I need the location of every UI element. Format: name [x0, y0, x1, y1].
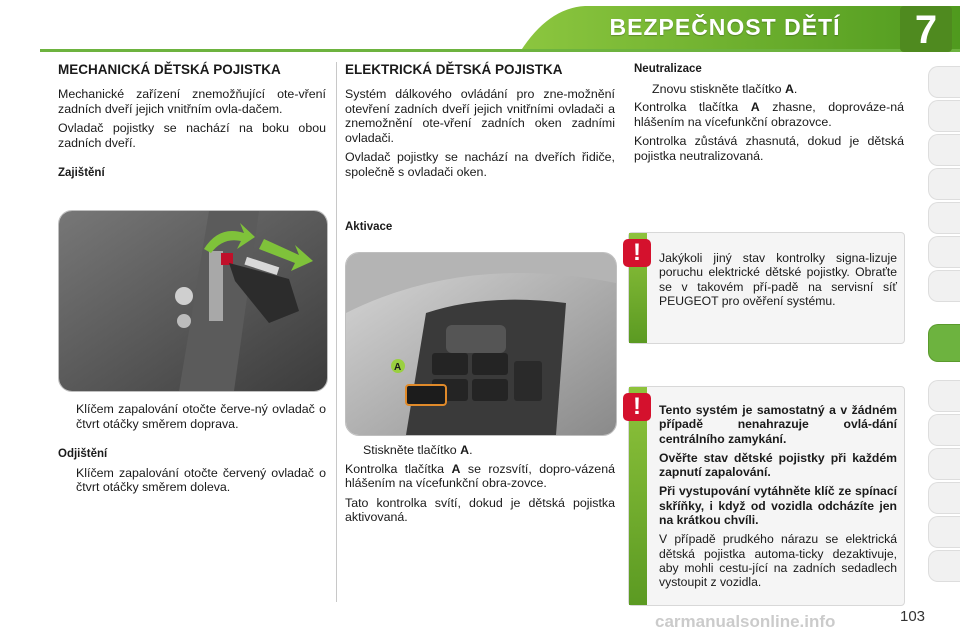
- chapter-tab[interactable]: [928, 550, 960, 582]
- chapter-tab[interactable]: [928, 482, 960, 514]
- warning-icon: !: [623, 239, 651, 267]
- warning-box: [628, 232, 905, 344]
- paragraph: Ovladač pojistky se nachází na boku obou zadních dveří.: [58, 121, 326, 150]
- list-item: Klíčem zapalování otočte červe-ný ovladač o čtvrt otáčky směrem doprava.: [76, 402, 326, 431]
- door-lock-photo: [58, 210, 328, 392]
- chapter-tab[interactable]: [928, 516, 960, 548]
- chapter-tab[interactable]: [928, 236, 960, 268]
- warning-text: Tento systém je samostatný a v žádném případě nenahrazuje ovlá-dání centrálního zamykání. Ověřte stav dětské pojistky při každém zapnutí zapalování. Při vystupování vytáhněte klíč ze spínací skříňky, i když od vozidla odcházíte jen na krátkou chvíli. V případě prudkého nárazu se elektrická dětská pojistka automa-ticky dezaktivuje, aby mohli cestu-jící na zadních sedadlech vystoupit z vozidla.: [659, 403, 897, 590]
- chapter-tab[interactable]: [928, 380, 960, 412]
- column-divider: [336, 62, 337, 602]
- subheading-unlock: Odjištění: [58, 448, 108, 461]
- chapter-tab[interactable]: [928, 66, 960, 98]
- warning-text: Jakýkoli jiný stav kontrolky signa-lizuje poruchu elektrické dětské pojistky. Obraťte se v takovém pří-padě na servisní síť PEUGEOT pro ověření systému.: [659, 251, 897, 308]
- mechanical-lock-section: [58, 62, 326, 181]
- paragraph: Kontrolka tlačítka A zhasne, doprováze-ná hlášením na vícefunkční obrazovce.: [634, 100, 904, 129]
- paragraph: Kontrolka zůstává zhasnutá, dokud je dětská pojistka neutralizovaná.: [634, 134, 904, 163]
- subheading-activation: Aktivace: [345, 220, 393, 233]
- paragraph: Systém dálkového ovládání pro zne-možnění otevření zadních dveří jejich vnitřními ovladači a znemožnění ote-vření zadních oken zadními ovladači.: [345, 87, 615, 145]
- list-item: Znovu stiskněte tlačítko A.: [652, 81, 798, 96]
- subheading-lock: Zajištění: [58, 167, 105, 180]
- neutralization-section: [634, 62, 904, 169]
- subheading-neutralization: Neutralizace: [634, 63, 702, 75]
- page-number: 103: [900, 608, 926, 625]
- lock-steps: [58, 402, 326, 499]
- paragraph: Tato kontrolka svítí, dokud je dětská pojistka aktivovaná.: [345, 495, 615, 525]
- chapter-tab[interactable]: [928, 134, 960, 166]
- chapter-tab[interactable]: [928, 168, 960, 200]
- chapter-number: 7: [914, 8, 938, 52]
- chapter-tab-active[interactable]: [928, 324, 960, 362]
- watermark: carmanualsonline.info: [655, 612, 836, 631]
- chapter-tab[interactable]: [928, 414, 960, 446]
- door-lock-illustration: [59, 211, 327, 391]
- chapter-tab[interactable]: [928, 270, 960, 302]
- window-switch-illustration: [346, 253, 616, 435]
- chapter-tab[interactable]: [928, 100, 960, 132]
- paragraph: Mechanické zařízení znemožňující ote-vření zadních dveří jejich vnitřním ovla-dačem.: [58, 87, 326, 116]
- paragraph: Ovladač pojistky se nachází na dveřích řidiče, společně s ovladači oken.: [345, 150, 615, 179]
- warning-icon: !: [623, 393, 651, 421]
- list-item: Stiskněte tlačítko A.: [363, 443, 473, 457]
- section-title: ELEKTRICKÁ DĚTSKÁ POJISTKA: [345, 62, 563, 77]
- callout-label-a: A: [394, 362, 402, 373]
- activation-steps: [345, 443, 615, 530]
- chapter-tab[interactable]: [928, 448, 960, 480]
- window-switch-photo: [345, 252, 617, 436]
- list-item: Klíčem zapalování otočte červený ovladač o čtvrt otáčky směrem doleva.: [76, 465, 326, 495]
- warning-box: [628, 386, 905, 606]
- paragraph: Kontrolka tlačítka A se rozsvítí, dopro-vázená hlášením na vícefunkční obra-zovce.: [345, 461, 615, 491]
- page-title: BEZPEČNOST DĚTÍ: [609, 14, 841, 40]
- electric-lock-section: [345, 62, 615, 234]
- chapter-tab[interactable]: [928, 202, 960, 234]
- section-title: MECHANICKÁ DĚTSKÁ POJISTKA: [58, 62, 281, 77]
